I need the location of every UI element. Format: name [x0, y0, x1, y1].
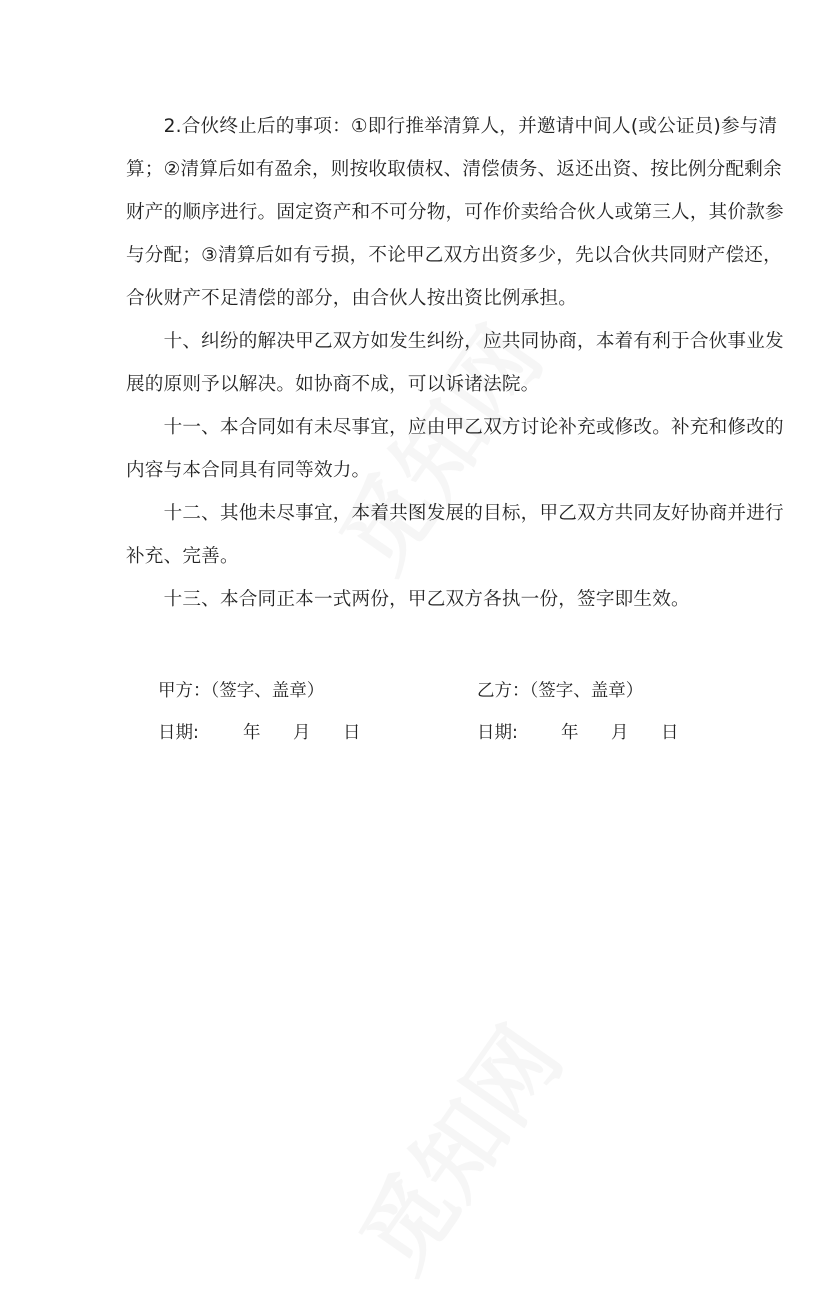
- paragraph-line: 财产的顺序进行。固定资产和不可分物，可作价卖给合伙人或第三人，其价款参: [126, 202, 784, 223]
- paragraph-line: 补充、完善。: [126, 546, 239, 567]
- paragraph-line: 2.合伙终止后的事项：①即行推举清算人，并邀请中间人(或公证员)参与清: [126, 116, 778, 137]
- paragraph-line: 十三、本合同正本一式两份，甲乙双方各执一份，签字即生效。: [126, 589, 690, 610]
- party-b-date-label: 日期:: [477, 723, 518, 743]
- party-b-year: 年: [561, 723, 579, 743]
- party-a-day: 日: [343, 723, 361, 743]
- party-a-sign-label: 甲方：（签字、盖章）: [158, 681, 325, 701]
- paragraph-line: 内容与本合同具有同等效力。: [126, 460, 371, 481]
- paragraph-line: 合伙财产不足清偿的部分，由合伙人按出资比例承担。: [126, 288, 578, 309]
- paragraph-line: 十一、本合同如有未尽事宜，应由甲乙双方讨论补充或修改。补充和修改的: [126, 417, 784, 438]
- paragraph-line: 十二、其他未尽事宜，本着共图发展的目标，甲乙双方共同友好协商并进行: [126, 503, 784, 524]
- paragraph-line: 算；②清算后如有盈余，则按收取债权、清偿债务、返还出资、按比例分配剩余: [126, 159, 782, 180]
- party-b-sign-label: 乙方：（签字、盖章）: [477, 681, 644, 701]
- party-a-date-label: 日期:: [158, 723, 199, 743]
- paragraph-line: 展的原则予以解决。如协商不成，可以诉诸法院。: [126, 374, 540, 395]
- party-a-year: 年: [243, 723, 261, 743]
- party-b-day: 日: [661, 723, 679, 743]
- party-a-month: 月: [293, 723, 311, 743]
- party-b-month: 月: [611, 723, 629, 743]
- paragraph-line: 十、纠纷的解决甲乙双方如发生纠纷，应共同协商，本着有利于合伙事业发: [126, 331, 784, 352]
- paragraph-line: 与分配；③清算后如有亏损，不论甲乙双方出资多少，先以合伙共同财产偿还，: [126, 245, 782, 266]
- watermark-bottom: [324, 997, 585, 1293]
